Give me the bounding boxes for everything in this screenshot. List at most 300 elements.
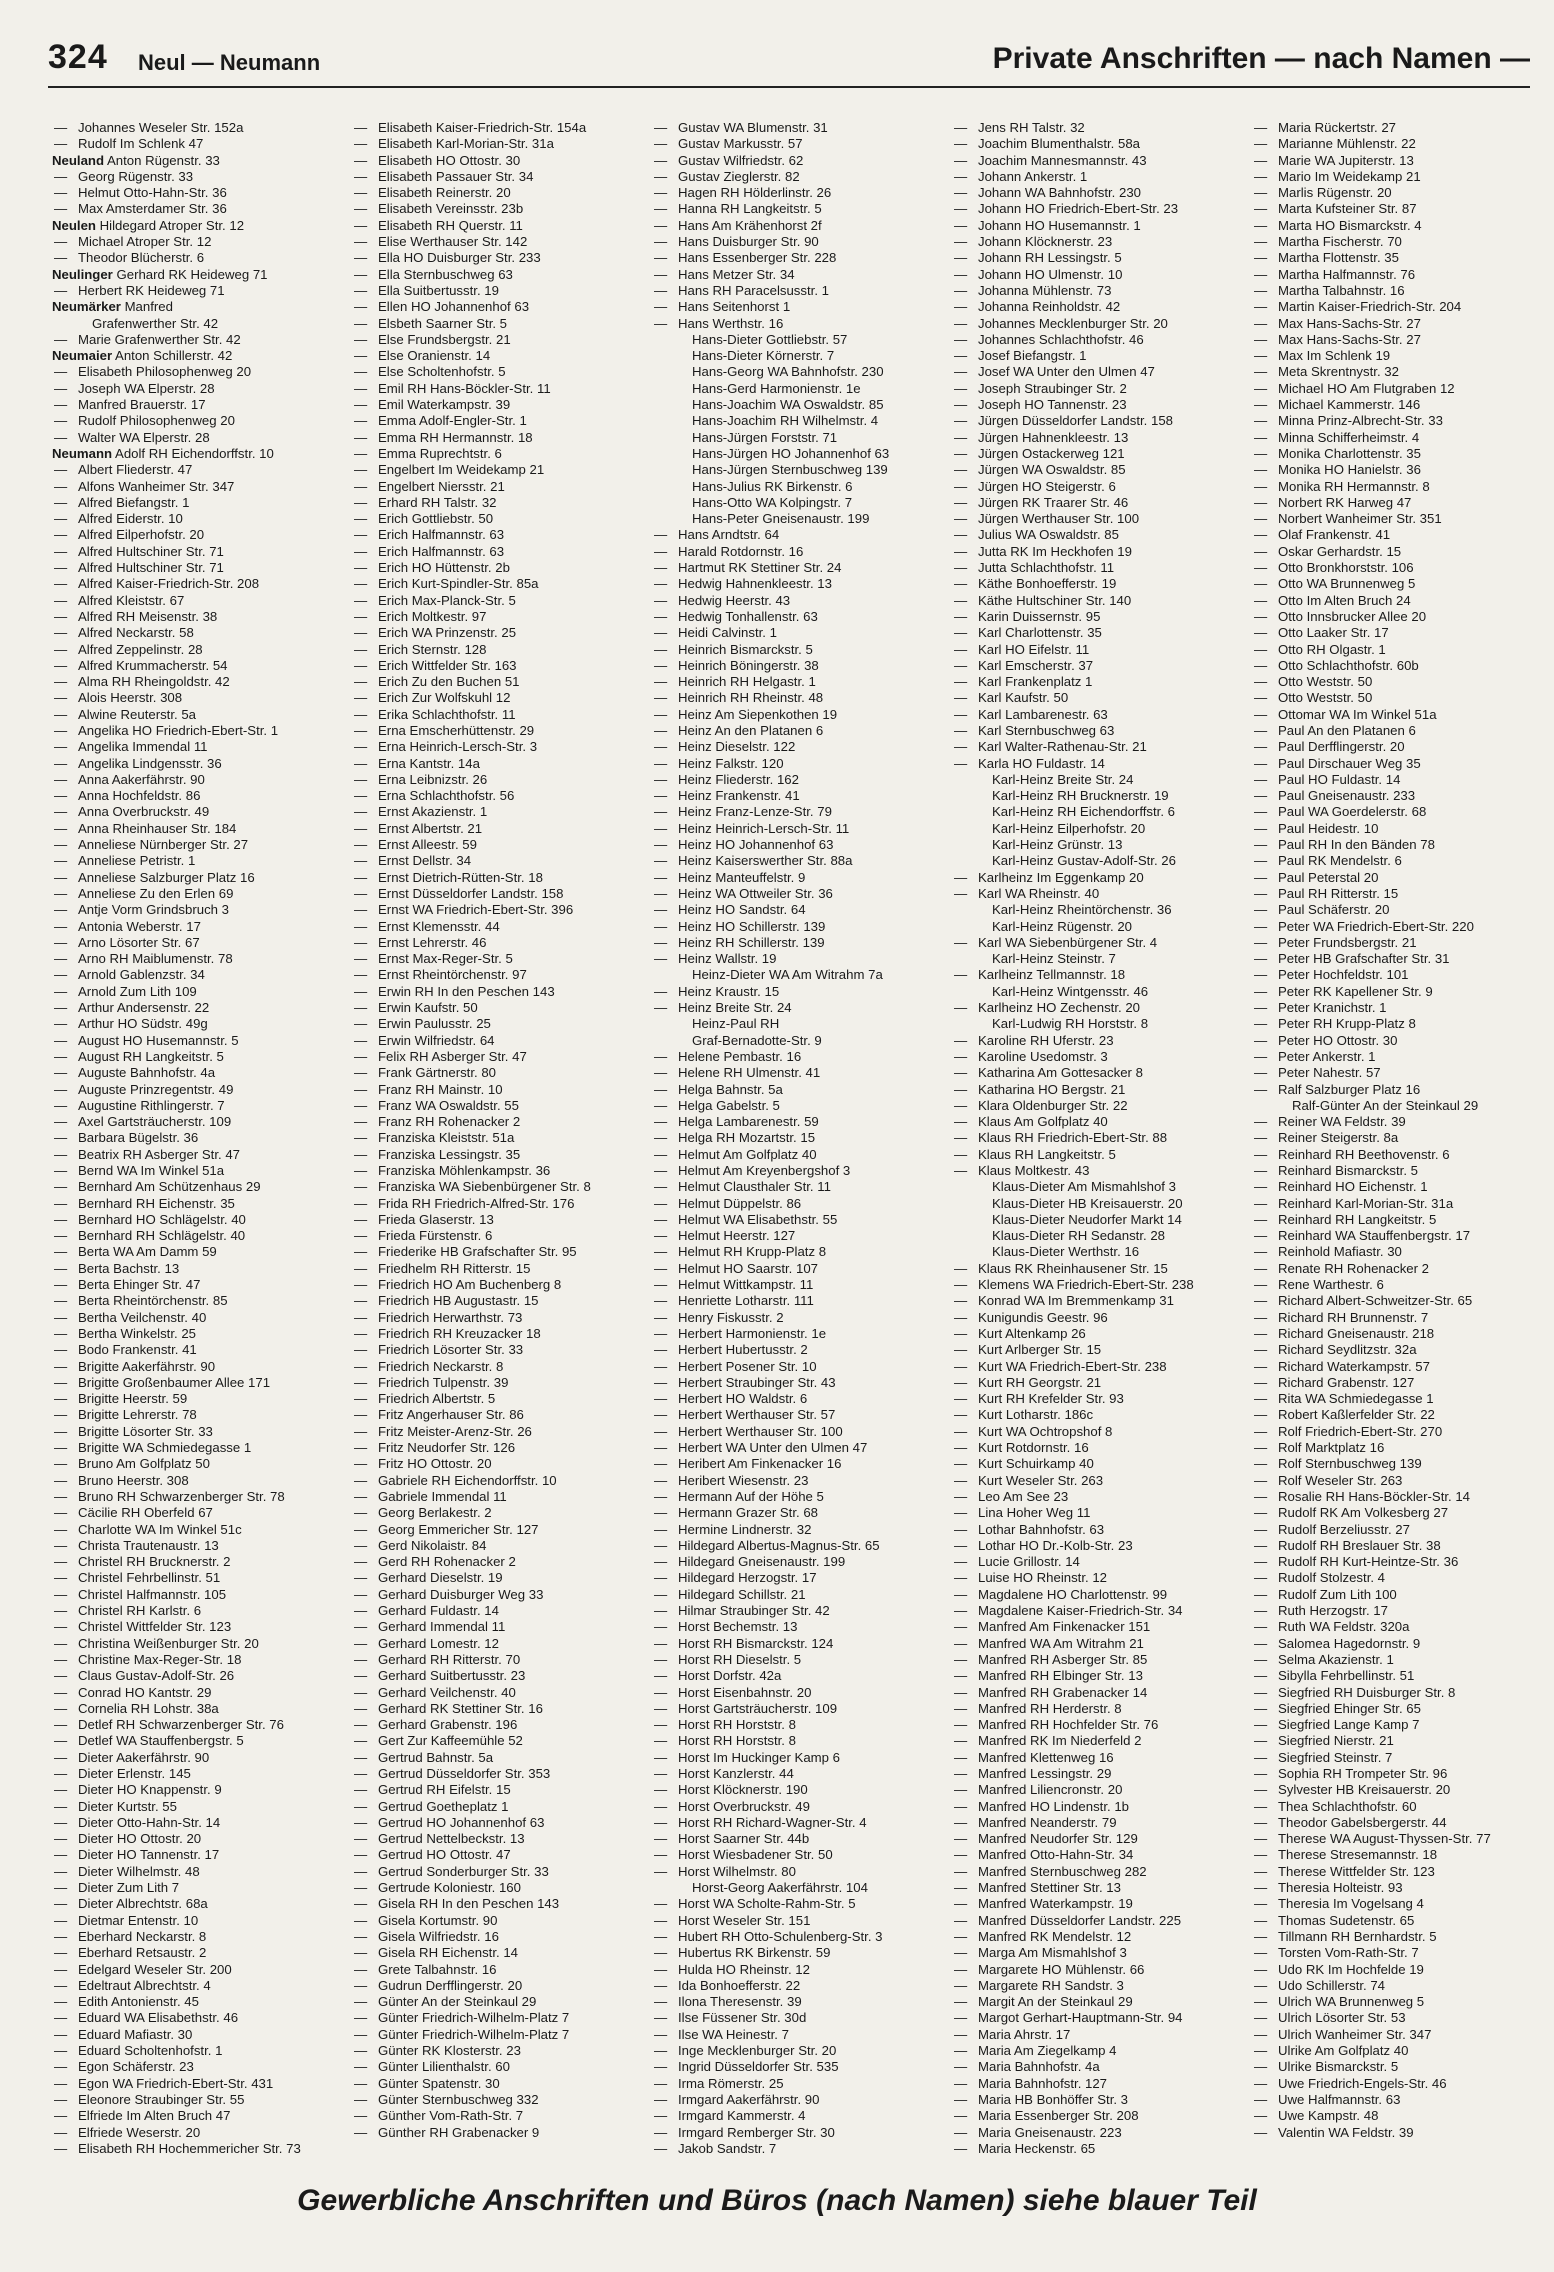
- directory-entry: — Franziska Möhlenkampstr. 36: [352, 1163, 652, 1179]
- directory-entry: — Paul Gneisenaustr. 233: [1252, 788, 1542, 804]
- directory-entry: — Tillmann RH Bernhardstr. 5: [1252, 1929, 1542, 1945]
- directory-entry: — Käthe Hultschiner Str. 140: [952, 593, 1252, 609]
- directory-entry: — Fritz Angerhauser Str. 86: [352, 1407, 652, 1423]
- directory-entry: — Berta Bachstr. 13: [52, 1261, 352, 1277]
- directory-entry: — Jürgen Ostackerweg 121: [952, 446, 1252, 462]
- directory-entry: — Christel RH Brucknerstr. 2: [52, 1554, 352, 1570]
- section-title: Private Anschriften — nach Namen —: [992, 42, 1530, 75]
- directory-entry: — Marta Kufsteiner Str. 87: [1252, 201, 1542, 217]
- directory-entry: — Hans Duisburger Str. 90: [652, 234, 952, 250]
- directory-entry: — Gisela Wilfriedstr. 16: [352, 1929, 652, 1945]
- directory-entry: — Maria HB Bonhöffer Str. 3: [952, 2092, 1252, 2108]
- directory-entry: — Günter RK Klosterstr. 23: [352, 2043, 652, 2059]
- directory-entry: — Horst RH Horststr. 8: [652, 1733, 952, 1749]
- directory-entry: — Helmut Otto-Hahn-Str. 36: [52, 185, 352, 201]
- directory-entry: — Horst RH Richard-Wagner-Str. 4: [652, 1815, 952, 1831]
- directory-entry: — Erich Moltkestr. 97: [352, 609, 652, 625]
- directory-entry: — Karl Charlottenstr. 35: [952, 625, 1252, 641]
- directory-entry: — Günther RH Grabenacker 9: [352, 2125, 652, 2141]
- directory-entry: — Gerhard RH Ritterstr. 70: [352, 1652, 652, 1668]
- directory-entry: Karl-Heinz Rügenstr. 20: [992, 918, 1133, 934]
- directory-entry: Neumann Adolf RH Eichendorffstr. 10: [52, 445, 274, 461]
- directory-entry: — Emma Ruprechtstr. 6: [352, 446, 652, 462]
- directory-entry: — Friedrich Lösorter Str. 33: [352, 1342, 652, 1358]
- directory-entry: — Käthe Bonhoefferstr. 19: [952, 576, 1252, 592]
- directory-entry: — Peter HB Grafschafter Str. 31: [1252, 951, 1542, 967]
- directory-entry: — Else Frundsbergstr. 21: [352, 332, 652, 348]
- directory-entry: — Dietmar Entenstr. 10: [52, 1913, 352, 1929]
- directory-entry: — Arno RH Maiblumenstr. 78: [52, 951, 352, 967]
- directory-entry: — Marie WA Jupiterstr. 13: [1252, 153, 1542, 169]
- directory-entry: — Johannes Schlachthofstr. 46: [952, 332, 1252, 348]
- directory-entry: — Erich Sternstr. 128: [352, 642, 652, 658]
- directory-entry: — Elisabeth RH Hochemmericher Str. 73: [52, 2141, 352, 2157]
- directory-entry: — Reinhold Mafiastr. 30: [1252, 1244, 1542, 1260]
- directory-entry: — Heinz Frankenstr. 41: [652, 788, 952, 804]
- directory-entry: — Fritz Neudorfer Str. 126: [352, 1440, 652, 1456]
- directory-entry: — Manfred RH Herderstr. 8: [952, 1701, 1252, 1717]
- directory-entry: — Paul RH In den Bänden 78: [1252, 837, 1542, 853]
- directory-entry: — Helga Bahnstr. 5a: [652, 1082, 952, 1098]
- directory-entry: — Klaus RK Rheinhausener Str. 15: [952, 1261, 1252, 1277]
- directory-entry: — Marga Am Mismahlshof 3: [952, 1945, 1252, 1961]
- directory-entry: — Harald Rotdornstr. 16: [652, 544, 952, 560]
- directory-entry: — Heinz An den Platanen 6: [652, 723, 952, 739]
- directory-entry: — Albert Fliederstr. 47: [52, 462, 352, 478]
- directory-entry: — Kurt RH Georgstr. 21: [952, 1375, 1252, 1391]
- directory-entry: — Gustav Markusstr. 57: [652, 136, 952, 152]
- directory-entry: — Horst WA Scholte-Rahm-Str. 5: [652, 1896, 952, 1912]
- directory-entry: — Reinhard RH Langkeitstr. 5: [1252, 1212, 1542, 1228]
- directory-entry: — Brigitte Lösorter Str. 33: [52, 1424, 352, 1440]
- directory-entry: — Johannes Mecklenburger Str. 20: [952, 316, 1252, 332]
- directory-entry: — Hubertus RK Birkenstr. 59: [652, 1945, 952, 1961]
- directory-entry: — Manfred Klettenweg 16: [952, 1750, 1252, 1766]
- directory-entry: — Rudolf RH Kurt-Heintze-Str. 36: [1252, 1554, 1542, 1570]
- directory-entry: — Peter Kranichstr. 1: [1252, 1000, 1542, 1016]
- directory-entry: — Heribert Wiesenstr. 23: [652, 1473, 952, 1489]
- directory-entry: — Udo RK Im Hochfelde 19: [1252, 1962, 1542, 1978]
- directory-entry: Hans-Otto WA Kolpingstr. 7: [692, 494, 853, 510]
- directory-entry: — Eduard Mafiastr. 30: [52, 2027, 352, 2043]
- directory-entry: — Herbert Posener Str. 10: [652, 1359, 952, 1375]
- directory-entry: — Helga Lambarenestr. 59: [652, 1114, 952, 1130]
- directory-entry: — Klaus Am Golfplatz 40: [952, 1114, 1252, 1130]
- directory-entry: — Kurt RH Krefelder Str. 93: [952, 1391, 1252, 1407]
- directory-entry: — Karl Frankenplatz 1: [952, 674, 1252, 690]
- directory-entry: — Arthur HO Südstr. 49g: [52, 1016, 352, 1032]
- directory-entry: — Paul RH Ritterstr. 15: [1252, 886, 1542, 902]
- directory-entry: — Therese Wittfelder Str. 123: [1252, 1864, 1542, 1880]
- directory-entry: — Christina Weißenburger Str. 20: [52, 1636, 352, 1652]
- directory-entry: — Berta WA Am Damm 59: [52, 1244, 352, 1260]
- directory-entry: — Gerhard Suitbertusstr. 23: [352, 1668, 652, 1684]
- directory-entry: — Horst Overbruckstr. 49: [652, 1799, 952, 1815]
- directory-entry: — Erna Leibnizstr. 26: [352, 772, 652, 788]
- directory-entry: — Anneliese Nürnberger Str. 27: [52, 837, 352, 853]
- directory-entry: — Martha Halfmannstr. 76: [1252, 267, 1542, 283]
- directory-entry: — Horst RH Bismarckstr. 124: [652, 1636, 952, 1652]
- directory-entry: — Paul Dirschauer Weg 35: [1252, 756, 1542, 772]
- directory-entry: — Edelgard Weseler Str. 200: [52, 1962, 352, 1978]
- directory-entry: — Peter Nahestr. 57: [1252, 1065, 1542, 1081]
- directory-entry: — Jürgen WA Oswaldstr. 85: [952, 462, 1252, 478]
- directory-entry: Karl-Ludwig RH Horststr. 8: [992, 1016, 1149, 1032]
- directory-entry: — Hedwig Heerstr. 43: [652, 593, 952, 609]
- directory-entry: — Ernst Dellstr. 34: [352, 853, 652, 869]
- surname-heading: Neumann: [52, 445, 113, 461]
- directory-entry: — Helmut Wittkampstr. 11: [652, 1277, 952, 1293]
- directory-entry: — Alfred Hultschiner Str. 71: [52, 560, 352, 576]
- directory-entry: — Heinz Kraustr. 15: [652, 984, 952, 1000]
- directory-entry: — Erich Max-Planck-Str. 5: [352, 593, 652, 609]
- directory-entry: — Erna Emscherhüttenstr. 29: [352, 723, 652, 739]
- directory-entry: — Peter Hochfeldstr. 101: [1252, 967, 1542, 983]
- directory-entry: — Klaus RH Langkeitstr. 5: [952, 1147, 1252, 1163]
- directory-entry: — Valentin WA Feldstr. 39: [1252, 2125, 1542, 2141]
- directory-entry: — Horst RH Horststr. 8: [652, 1717, 952, 1733]
- directory-entry: Neulen Hildegard Atroper Str. 12: [52, 217, 245, 233]
- directory-entry: — Friedrich Albertstr. 5: [352, 1391, 652, 1407]
- directory-entry: — Bernhard Am Schützenhaus 29: [52, 1179, 352, 1195]
- directory-entry: — Hedwig Hahnenkleestr. 13: [652, 576, 952, 592]
- directory-entry: — Theodor Gabelsbergerstr. 44: [1252, 1815, 1542, 1831]
- directory-entry: — Heinz Heinrich-Lersch-Str. 11: [652, 821, 952, 837]
- directory-entry: Klaus-Dieter Am Mismahlshof 3: [992, 1179, 1176, 1195]
- directory-entry: — Olaf Frankenstr. 41: [1252, 527, 1542, 543]
- directory-entry: — Egon Schäferstr. 23: [52, 2059, 352, 2075]
- directory-entry: — Theresia Im Vogelsang 4: [1252, 1896, 1542, 1912]
- directory-entry: — Reinhard WA Stauffenbergstr. 17: [1252, 1228, 1542, 1244]
- directory-entry: — Erich Zur Wolfskuhl 12: [352, 690, 652, 706]
- directory-entry: — Helmut Am Golfplatz 40: [652, 1147, 952, 1163]
- directory-entry: — Egon WA Friedrich-Ebert-Str. 431: [52, 2076, 352, 2092]
- directory-entry: — Edeltraut Albrechtstr. 4: [52, 1978, 352, 1994]
- directory-entry: — Heinz Fliederstr. 162: [652, 772, 952, 788]
- directory-entry: — Rudolf Stolzestr. 4: [1252, 1570, 1542, 1586]
- directory-entry: — Gerhard Lomestr. 12: [352, 1636, 652, 1652]
- directory-entry: — Horst RH Dieselstr. 5: [652, 1652, 952, 1668]
- directory-entry: — Erna Heinrich-Lersch-Str. 3: [352, 739, 652, 755]
- directory-entry: — Christel RH Karlstr. 6: [52, 1603, 352, 1619]
- directory-entry: — Frieda Fürstenstr. 6: [352, 1228, 652, 1244]
- directory-entry: — Rita WA Schmiedegasse 1: [1252, 1391, 1542, 1407]
- directory-entry: Karl-Heinz Steinstr. 7: [992, 951, 1116, 967]
- directory-entry: — Klaus RH Friedrich-Ebert-Str. 88: [952, 1130, 1252, 1146]
- directory-entry: — Karl HO Eifelstr. 11: [952, 642, 1252, 658]
- directory-entry: — Auguste Prinzregentstr. 49: [52, 1082, 352, 1098]
- directory-entry: — Horst Dorfstr. 42a: [652, 1668, 952, 1684]
- directory-entry: — Gerd RH Rohenacker 2: [352, 1554, 652, 1570]
- directory-entry: — Manfred Brauerstr. 17: [52, 397, 352, 413]
- directory-entry: — Hans Werthstr. 16: [652, 316, 952, 332]
- directory-entry: — Friederike HB Grafschafter Str. 95: [352, 1244, 652, 1260]
- directory-entry: — Alwine Reuterstr. 5a: [52, 707, 352, 723]
- directory-entry: — Siegfried RH Duisburger Str. 8: [1252, 1685, 1542, 1701]
- directory-entry: — Friedrich HO Am Buchenberg 8: [352, 1277, 652, 1293]
- directory-entry: — Herbert RK Heideweg 71: [52, 283, 352, 299]
- directory-entry: Klaus-Dieter Werthstr. 16: [992, 1244, 1140, 1260]
- directory-entry: — Dieter HO Tannenstr. 17: [52, 1847, 352, 1863]
- directory-entry: — Helmut WA Elisabethstr. 55: [652, 1212, 952, 1228]
- directory-entry: — Irma Römerstr. 25: [652, 2076, 952, 2092]
- directory-entry: — Margot Gerhart-Hauptmann-Str. 94: [952, 2010, 1252, 2026]
- directory-entry: — Horst Wiesbadener Str. 50: [652, 1847, 952, 1863]
- directory-entry: — Hildegard Schillstr. 21: [652, 1587, 952, 1603]
- surname-heading: Neulen: [52, 217, 96, 233]
- directory-entry: — Paul HO Fuldastr. 14: [1252, 772, 1542, 788]
- directory-entry: — Else Oranienstr. 14: [352, 348, 652, 364]
- directory-entry: — Berta Rheintörchenstr. 85: [52, 1293, 352, 1309]
- directory-entry: — Norbert Wanheimer Str. 351: [1252, 511, 1542, 527]
- directory-entry: — Ernst WA Friedrich-Ebert-Str. 396: [352, 902, 652, 918]
- directory-entry: — Jakob Sandstr. 7: [652, 2141, 952, 2157]
- directory-entry: — Maria Bahnhofstr. 127: [952, 2076, 1252, 2092]
- directory-entry: — Reinhard Karl-Morian-Str. 31a: [1252, 1196, 1542, 1212]
- directory-entry: — Erwin Wilfriedstr. 64: [352, 1033, 652, 1049]
- directory-entry: — Ernst Rheintörchenstr. 97: [352, 967, 652, 983]
- directory-entry: — Sylvester HB Kreisauerstr. 20: [1252, 1782, 1542, 1798]
- directory-entry: — Gustav WA Blumenstr. 31: [652, 120, 952, 136]
- directory-entry: — Hedwig Tonhallenstr. 63: [652, 609, 952, 625]
- directory-entry: — Cornelia RH Lohstr. 38a: [52, 1701, 352, 1717]
- directory-entry: — Eduard Scholtenhofstr. 1: [52, 2043, 352, 2059]
- directory-entry: — Brigitte Aakerfährstr. 90: [52, 1359, 352, 1375]
- directory-entry: — Klemens WA Friedrich-Ebert-Str. 238: [952, 1277, 1252, 1293]
- directory-entry: — Ruth Herzogstr. 17: [1252, 1603, 1542, 1619]
- directory-entry: — Arnold Zum Lith 109: [52, 984, 352, 1000]
- directory-entry: Hans-Dieter Gottliebstr. 57: [692, 331, 848, 347]
- directory-entry: Hans-Jürgen Sternbuschweg 139: [692, 462, 888, 478]
- directory-columns: [52, 120, 1542, 2165]
- directory-entry: — Karl WA Rheinstr. 40: [952, 886, 1252, 902]
- directory-entry: — Hildegard Herzogstr. 17: [652, 1570, 952, 1586]
- directory-entry: — Erna Schlachthofstr. 56: [352, 788, 652, 804]
- directory-entry: Karl-Heinz RH Brucknerstr. 19: [992, 788, 1169, 804]
- directory-entry: — Rudolf Zum Lith 100: [1252, 1587, 1542, 1603]
- directory-entry: — Horst Kanzlerstr. 44: [652, 1766, 952, 1782]
- directory-entry: — Horst Wilhelmstr. 80: [652, 1864, 952, 1880]
- directory-entry: — Paul RK Mendelstr. 6: [1252, 853, 1542, 869]
- directory-entry: — Bernd WA Im Winkel 51a: [52, 1163, 352, 1179]
- directory-entry: — Auguste Bahnhofstr. 4a: [52, 1065, 352, 1081]
- directory-entry: — Manfred Waterkampstr. 19: [952, 1896, 1252, 1912]
- directory-entry: — Uwe Kampstr. 48: [1252, 2108, 1542, 2124]
- directory-entry: — Paul Schäferstr. 20: [1252, 902, 1542, 918]
- directory-entry: — Ernst Albertstr. 21: [352, 821, 652, 837]
- directory-entry: — Johann HO Friedrich-Ebert-Str. 23: [952, 201, 1252, 217]
- directory-entry: Hans-Jürgen HO Johannenhof 63: [692, 445, 890, 461]
- directory-column-3: [652, 120, 952, 2165]
- directory-entry: — Georg Berlakestr. 2: [352, 1505, 652, 1521]
- directory-entry: — Dieter HO Ottostr. 20: [52, 1831, 352, 1847]
- directory-entry: — Horst Klöcknerstr. 190: [652, 1782, 952, 1798]
- directory-entry: — Johanna Reinholdstr. 42: [952, 299, 1252, 315]
- directory-entry: — Ernst Alleestr. 59: [352, 837, 652, 853]
- directory-entry: — Friedrich HB Augustastr. 15: [352, 1293, 652, 1309]
- directory-entry: — Jens RH Talstr. 32: [952, 120, 1252, 136]
- directory-entry: — Otto Bronkhorststr. 106: [1252, 560, 1542, 576]
- directory-entry: — Manfred Liliencronstr. 20: [952, 1782, 1252, 1798]
- directory-entry: — Erna Kantstr. 14a: [352, 756, 652, 772]
- directory-entry: — Manfred RK Im Niederfeld 2: [952, 1733, 1252, 1749]
- directory-entry: — Selma Akazienstr. 1: [1252, 1652, 1542, 1668]
- directory-entry: — Anneliese Petristr. 1: [52, 853, 352, 869]
- directory-entry: — Gerhard Grabenstr. 196: [352, 1717, 652, 1733]
- surname-heading: Neuland: [52, 152, 105, 168]
- surname-heading: Neumärker: [52, 299, 121, 315]
- directory-entry: — Anna Aakerfährstr. 90: [52, 772, 352, 788]
- directory-entry: — Otto Im Alten Bruch 24: [1252, 593, 1542, 609]
- directory-entry: — Irmgard Aakerfährstr. 90: [652, 2092, 952, 2108]
- directory-entry: — Gertrud Düsseldorfer Str. 353: [352, 1766, 652, 1782]
- directory-entry: — Dieter Kurtstr. 55: [52, 1799, 352, 1815]
- directory-entry: — Ralf Salzburger Platz 16: [1252, 1082, 1542, 1098]
- directory-entry: — Manfred RH Elbinger Str. 13: [952, 1668, 1252, 1684]
- directory-entry: — Heinrich RH Helgastr. 1: [652, 674, 952, 690]
- directory-entry: — Bruno RH Schwarzenberger Str. 78: [52, 1489, 352, 1505]
- directory-entry: Neuland Anton Rügenstr. 33: [52, 152, 220, 168]
- directory-entry: — Max Hans-Sachs-Str. 27: [1252, 332, 1542, 348]
- directory-entry: — Katharina Am Gottesacker 8: [952, 1065, 1252, 1081]
- directory-entry: — Hans Seitenhorst 1: [652, 299, 952, 315]
- directory-entry: — Heinz Dieselstr. 122: [652, 739, 952, 755]
- directory-entry: — Johanna Mühlenstr. 73: [952, 283, 1252, 299]
- directory-entry: — Horst Eisenbahnstr. 20: [652, 1685, 952, 1701]
- directory-entry: — Helmut Heerstr. 127: [652, 1228, 952, 1244]
- directory-entry: — Richard Seydlitzstr. 32a: [1252, 1342, 1542, 1358]
- directory-entry: — Torsten Vom-Rath-Str. 7: [1252, 1945, 1542, 1961]
- directory-entry: — Hans Essenberger Str. 228: [652, 250, 952, 266]
- directory-entry: Hans-Peter Gneisenaustr. 199: [692, 511, 870, 527]
- directory-entry: — Michael Kammerstr. 146: [1252, 397, 1542, 413]
- directory-entry: — Engelbert Niersstr. 21: [352, 479, 652, 495]
- directory-entry: — Bertha Veilchenstr. 40: [52, 1310, 352, 1326]
- directory-entry: — Elisabeth HO Ottostr. 30: [352, 153, 652, 169]
- directory-entry: — Frieda Glaserstr. 13: [352, 1212, 652, 1228]
- directory-entry: — Helga RH Mozartstr. 15: [652, 1130, 952, 1146]
- directory-entry: — Herbert HO Waldstr. 6: [652, 1391, 952, 1407]
- directory-entry: — Franz RH Rohenacker 2: [352, 1114, 652, 1130]
- directory-entry: — Beatrix RH Asberger Str. 47: [52, 1147, 352, 1163]
- directory-entry: — Lucie Grillostr. 14: [952, 1554, 1252, 1570]
- surname-heading: Neumaier: [52, 348, 113, 364]
- directory-entry: — Karla HO Fuldastr. 14: [952, 756, 1252, 772]
- directory-entry: — Richard Grabenstr. 127: [1252, 1375, 1542, 1391]
- directory-entry: — Gert Zur Kaffeemühle 52: [352, 1733, 652, 1749]
- directory-entry: — Alfred Neckarstr. 58: [52, 625, 352, 641]
- directory-entry: — Mario Im Weidekamp 21: [1252, 169, 1542, 185]
- directory-entry: — Franziska Lessingstr. 35: [352, 1147, 652, 1163]
- directory-entry: — Rolf Marktplatz 16: [1252, 1440, 1542, 1456]
- directory-entry: — Gerhard Duisburger Weg 33: [352, 1587, 652, 1603]
- directory-entry: — Peter WA Friedrich-Ebert-Str. 220: [1252, 919, 1542, 935]
- directory-entry: — Theresia Holteistr. 93: [1252, 1880, 1542, 1896]
- directory-entry: Karl-Heinz Gustav-Adolf-Str. 26: [992, 853, 1176, 869]
- directory-entry: — Manfred Am Finkenacker 151: [952, 1619, 1252, 1635]
- directory-entry: — Gabriele RH Eichendorffstr. 10: [352, 1473, 652, 1489]
- directory-entry: — Alfred Kleiststr. 67: [52, 593, 352, 609]
- directory-entry: — Kurt Arlberger Str. 15: [952, 1342, 1252, 1358]
- directory-entry: — August RH Langkeitstr. 5: [52, 1049, 352, 1065]
- directory-entry: — Katharina HO Bergstr. 21: [952, 1082, 1252, 1098]
- directory-entry: — Günter Lilienthalstr. 60: [352, 2059, 652, 2075]
- directory-entry: — Richard Albert-Schweitzer-Str. 65: [1252, 1293, 1542, 1309]
- directory-entry: Neumärker Manfred: [52, 299, 173, 315]
- directory-entry: — Marianne Mühlenstr. 22: [1252, 136, 1542, 152]
- directory-entry: — Ottomar WA Im Winkel 51a: [1252, 707, 1542, 723]
- directory-entry: — Brigitte Großenbaumer Allee 171: [52, 1375, 352, 1391]
- directory-entry: — Eleonore Straubinger Str. 55: [52, 2092, 352, 2108]
- directory-entry: — Herbert Werthauser Str. 100: [652, 1424, 952, 1440]
- directory-entry: — Gisela RH Eichenstr. 14: [352, 1945, 652, 1961]
- directory-entry: — Günther Vom-Rath-Str. 7: [352, 2108, 652, 2124]
- directory-entry: — Hubert RH Otto-Schulenberg-Str. 3: [652, 1929, 952, 1945]
- directory-entry: — Heribert Am Finkenacker 16: [652, 1456, 952, 1472]
- directory-entry: — Maria Gneisenaustr. 223: [952, 2125, 1252, 2141]
- directory-entry: — Christa Trautenaustr. 13: [52, 1538, 352, 1554]
- directory-entry: — Rudolf Berzeliusstr. 27: [1252, 1522, 1542, 1538]
- directory-entry: — Inge Mecklenburger Str. 20: [652, 2043, 952, 2059]
- directory-entry: — Hildegard Gneisenaustr. 199: [652, 1554, 952, 1570]
- directory-column-2: [352, 120, 652, 2165]
- directory-entry: — Gerhard RK Stettiner Str. 16: [352, 1701, 652, 1717]
- directory-entry: — Grete Talbahnstr. 16: [352, 1962, 652, 1978]
- directory-entry: — Dieter Zum Lith 7: [52, 1880, 352, 1896]
- directory-entry: Klaus-Dieter HB Kreisauerstr. 20: [992, 1195, 1183, 1211]
- directory-entry: — Gerhard Fuldastr. 14: [352, 1603, 652, 1619]
- directory-entry: Horst-Georg Aakerfährstr. 104: [692, 1880, 868, 1896]
- directory-entry: — Uwe Friedrich-Engels-Str. 46: [1252, 2076, 1542, 2092]
- directory-entry: — Alfred Kaiser-Friedrich-Str. 208: [52, 576, 352, 592]
- directory-entry: — Jürgen Hahnenkleestr. 13: [952, 430, 1252, 446]
- directory-entry: — Hagen RH Hölderlinstr. 26: [652, 185, 952, 201]
- directory-entry: — Emma Adolf-Engler-Str. 1: [352, 413, 652, 429]
- directory-entry: — Ella HO Duisburger Str. 233: [352, 250, 652, 266]
- directory-entry: Heinz-Paul RH: [692, 1016, 780, 1032]
- directory-entry: — Martin Kaiser-Friedrich-Str. 204: [1252, 299, 1542, 315]
- directory-entry: — Richard Gneisenaustr. 218: [1252, 1326, 1542, 1342]
- directory-entry: — Johann HO Ulmenstr. 10: [952, 267, 1252, 283]
- directory-entry: — Ingrid Düsseldorfer Str. 535: [652, 2059, 952, 2075]
- directory-entry: — Walter WA Elperstr. 28: [52, 430, 352, 446]
- directory-entry: — Thomas Sudetenstr. 65: [1252, 1913, 1542, 1929]
- directory-entry: — Joachim Mannesmannstr. 43: [952, 153, 1252, 169]
- directory-entry: — Gertrud HO Ottostr. 47: [352, 1847, 652, 1863]
- directory-entry: — Heinrich RH Rheinstr. 48: [652, 690, 952, 706]
- directory-entry: Hans-Georg WA Bahnhofstr. 230: [692, 364, 884, 380]
- directory-entry: — Maria Bahnhofstr. 4a: [952, 2059, 1252, 2075]
- directory-entry: — Karlheinz Im Eggenkamp 20: [952, 870, 1252, 886]
- directory-entry: — Rudolf RK Am Volkesberg 27: [1252, 1505, 1542, 1521]
- directory-entry: — Ella Sternbuschweg 63: [352, 267, 652, 283]
- directory-entry: — Gertrud Nettelbeckstr. 13: [352, 1831, 652, 1847]
- directory-entry: — Arthur Andersenstr. 22: [52, 1000, 352, 1016]
- directory-entry: Karl-Heinz Eilperhofstr. 20: [992, 820, 1146, 836]
- directory-entry: — Therese WA August-Thyssen-Str. 77: [1252, 1831, 1542, 1847]
- directory-entry: — Erwin Paulusstr. 25: [352, 1016, 652, 1032]
- directory-entry: — Rolf Weseler Str. 263: [1252, 1473, 1542, 1489]
- directory-entry: — Karl Walter-Rathenau-Str. 21: [952, 739, 1252, 755]
- directory-entry: — Paul An den Platanen 6: [1252, 723, 1542, 739]
- directory-entry: — Jürgen HO Steigerstr. 6: [952, 479, 1252, 495]
- directory-entry: — Conrad HO Kantstr. 29: [52, 1685, 352, 1701]
- directory-entry: — Peter Ankerstr. 1: [1252, 1049, 1542, 1065]
- name-range: Neul — Neumann: [138, 50, 321, 75]
- directory-entry: — Anneliese Zu den Erlen 69: [52, 886, 352, 902]
- directory-entry: — Hans RH Paracelsusstr. 1: [652, 283, 952, 299]
- directory-column-1: [52, 120, 352, 2165]
